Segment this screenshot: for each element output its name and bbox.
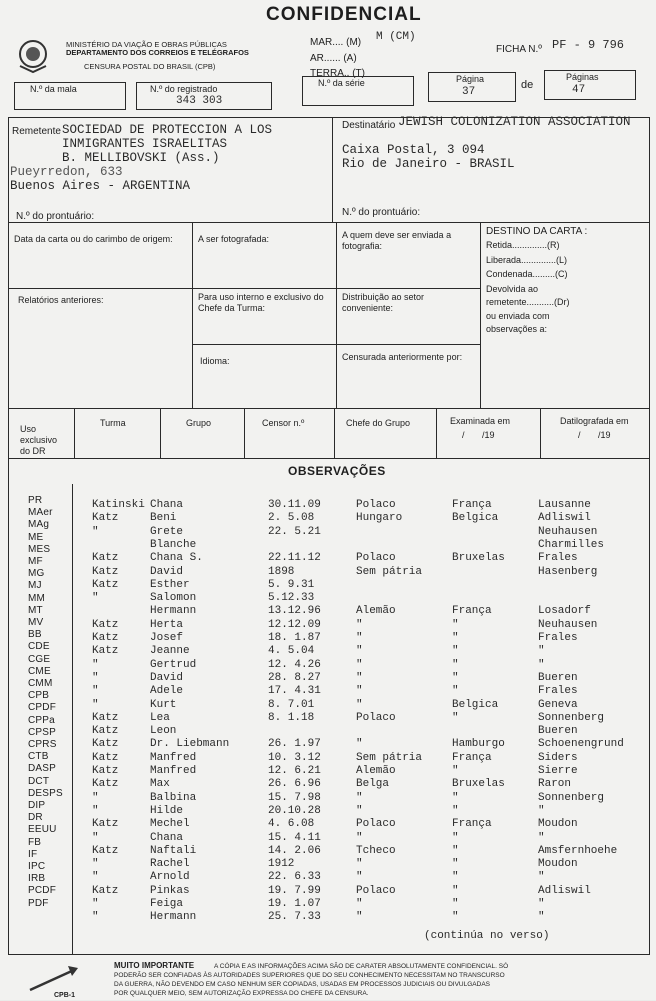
row-given-name: Manfred xyxy=(150,751,197,764)
rule xyxy=(192,222,193,408)
row-surname: Katz xyxy=(92,711,119,724)
rule xyxy=(436,408,437,458)
row-place: França xyxy=(452,605,492,618)
row-surname: " xyxy=(92,911,99,924)
row-birth-date: 19. 1.07 xyxy=(268,898,321,910)
rule xyxy=(8,222,650,223)
row-surname: " xyxy=(92,592,99,605)
agency-code: MM xyxy=(28,592,46,604)
row-given-name: Feiga xyxy=(150,898,184,910)
recipient-line-1: JEWISH COLONIZATION ASSOCIATION xyxy=(398,115,631,129)
row-nationality: Sem pátria xyxy=(356,565,423,578)
turma-label: Turma xyxy=(100,418,126,428)
row-surname: Katz xyxy=(92,725,119,738)
row-surname: " xyxy=(92,871,99,884)
row-city: Bueren xyxy=(538,725,578,738)
row-nationality: Polaco xyxy=(356,818,396,831)
row-given-name: David xyxy=(150,565,184,578)
row-surname: Katz xyxy=(92,738,119,751)
sender-line-2: INMIGRANTES ISRAELITAS xyxy=(62,137,228,151)
coat-of-arms-icon xyxy=(16,38,50,74)
row-given-name: Chana S. xyxy=(150,552,203,565)
idioma-label: Idioma: xyxy=(200,356,230,366)
row-given-name: Herta xyxy=(150,618,184,631)
row-city: " xyxy=(538,645,545,658)
agency-code: BB xyxy=(28,629,42,641)
row-city: Frales xyxy=(538,552,578,565)
row-given-name: Gertrud xyxy=(150,658,197,671)
row-surname: " xyxy=(92,525,99,538)
row-surname: Katz xyxy=(92,552,119,565)
recipient-line-2: Caixa Postal, 3 094 xyxy=(342,143,485,157)
row-given-name: Esther xyxy=(150,578,190,591)
row-birth-date: 8. 7.01 xyxy=(268,698,315,711)
row-given-name: Jeanne xyxy=(150,645,190,658)
mode-ar: AR...... (A) xyxy=(310,53,357,64)
agency-code: PDF xyxy=(28,897,49,909)
row-place: Belgica xyxy=(452,698,499,711)
row-nationality: Polaco xyxy=(356,552,396,565)
row-birth-date: 26. 6.96 xyxy=(268,778,321,791)
agency-code: MES xyxy=(28,543,51,555)
row-birth-date: 10. 3.12 xyxy=(268,751,321,764)
row-place: " xyxy=(452,765,459,777)
paginas-label: Páginas xyxy=(566,72,599,82)
agency-code: MJ xyxy=(28,580,42,592)
footer-text-1: A CÓPIA E AS INFORMAÇÕES ACIMA SÃO DE CARATER ABSOLUTAMENTE CONFIDENCIAL. SÓ xyxy=(214,963,509,970)
agency-code: CPSP xyxy=(28,726,57,738)
row-place: " xyxy=(452,844,459,857)
row-given-name: Naftali xyxy=(150,844,197,857)
registrado-value: 343 303 xyxy=(176,95,223,107)
row-birth-date: 1898 xyxy=(268,565,295,578)
row-given-name: Hilde xyxy=(150,804,184,817)
form-code: CPB-1 xyxy=(54,992,76,999)
agency-code: CPB xyxy=(28,690,50,702)
mala-label: N.º da mala xyxy=(30,84,77,94)
row-nationality: " xyxy=(356,898,363,910)
row-surname: Katinski xyxy=(92,499,145,511)
row-city: Hasenberg xyxy=(538,565,598,578)
row-birth-date: 2. 5.08 xyxy=(268,512,315,525)
row-city: Losadorf xyxy=(538,605,591,618)
agency-code: DCT xyxy=(28,775,50,787)
row-city: Adliswil xyxy=(538,884,591,897)
row-city: Neuhausen xyxy=(538,525,598,538)
de-label: de xyxy=(521,79,534,91)
grupo-label: Grupo xyxy=(186,418,212,428)
row-place: " xyxy=(452,632,459,644)
row-place: " xyxy=(452,871,459,884)
agency-code: CDE xyxy=(28,641,50,653)
row-place: " xyxy=(452,645,459,658)
footer-text-2: PODERÃO SER CONFIADAS ÀS AUTORIDADES SUPERIORES QUE DO SEU CONHECIMENTO NECESSITAM NO TRANSCURSO xyxy=(114,972,505,979)
examinada-label: Examinada em xyxy=(450,416,511,426)
row-given-name: Dr. Liebmann xyxy=(150,738,230,751)
row-given-name: Blanche xyxy=(150,538,197,551)
agency-code: CPRS xyxy=(28,739,57,750)
row-city: Adliswil xyxy=(538,512,591,525)
row-birth-date: 25. 7.33 xyxy=(268,911,321,924)
row-given-name: Hermann xyxy=(150,605,197,618)
row-city: " xyxy=(538,871,545,884)
row-given-name: Leon xyxy=(150,725,177,738)
sender-line-5: Buenos Aires - ARGENTINA xyxy=(10,179,191,193)
recipient-line-3: Rio de Janeiro - BRASIL xyxy=(342,157,515,171)
row-birth-date: 22.11.12 xyxy=(268,552,321,565)
agency-code: IPC xyxy=(28,861,46,872)
row-city: " xyxy=(538,658,545,671)
row-city: Raron xyxy=(538,778,572,791)
agency-code: IRB xyxy=(28,873,46,885)
censor-label: Censor n.º xyxy=(262,418,305,428)
row-city: Bueren xyxy=(538,671,578,684)
arrow-icon xyxy=(24,962,84,996)
row-surname: Katz xyxy=(92,645,119,658)
agency-code: CPPa xyxy=(28,714,55,726)
row-place: " xyxy=(452,685,459,698)
sender-line-3: B. MELLIBOVSKI (Ass.) xyxy=(62,151,220,165)
recipient-label: Destinatário xyxy=(342,120,396,131)
row-nationality: " xyxy=(356,645,363,658)
rule xyxy=(480,222,481,408)
row-birth-date: 18. 1.87 xyxy=(268,632,321,644)
row-nationality: Polaco xyxy=(356,499,396,511)
row-nationality: Tcheco xyxy=(356,844,396,857)
row-birth-date: 5.12.33 xyxy=(268,592,315,605)
registrado-label: N.º do registrado xyxy=(150,84,218,94)
row-surname: Katz xyxy=(92,778,119,791)
row-place: França xyxy=(452,751,492,764)
row-city: " xyxy=(538,831,545,844)
destino-liberada: Liberada..............(L) xyxy=(486,255,568,265)
row-surname: " xyxy=(92,658,99,671)
row-place: " xyxy=(452,898,459,910)
rule xyxy=(192,344,480,345)
recipient-prontuario: N.º do prontuário: xyxy=(342,207,421,218)
row-given-name: Salomon xyxy=(150,592,197,605)
row-nationality: " xyxy=(356,671,363,684)
row-nationality: " xyxy=(356,831,363,844)
row-place: Hamburgo xyxy=(452,738,505,751)
rule xyxy=(8,954,650,955)
row-nationality: " xyxy=(356,791,363,804)
row-city: Geneva xyxy=(538,698,578,711)
row-given-name: Beni xyxy=(150,512,177,525)
agency-code: CME xyxy=(28,665,51,677)
row-nationality: Polaco xyxy=(356,884,396,897)
row-city: Sierre xyxy=(538,765,578,777)
row-birth-date: 20.10.28 xyxy=(268,804,321,817)
distribuicao-label: Distribuição ao setor conveniente: xyxy=(342,292,425,313)
pagina-value: 37 xyxy=(462,86,476,98)
row-city: Moudon xyxy=(538,818,578,831)
row-birth-date: 12. 6.21 xyxy=(268,765,321,777)
row-birth-date: 22. 5.21 xyxy=(268,525,321,538)
row-place: " xyxy=(452,671,459,684)
row-place: " xyxy=(452,831,459,844)
rule xyxy=(74,408,75,458)
agency-code: DIP xyxy=(28,800,46,811)
row-nationality: Alemão xyxy=(356,765,396,777)
destino-devolvida: Devolvida ao xyxy=(486,284,539,294)
row-surname: " xyxy=(92,685,99,698)
agency-code: CGE xyxy=(28,653,51,665)
agency-code: FB xyxy=(28,836,42,848)
observacoes-title: OBSERVAÇÕES xyxy=(288,464,386,478)
row-birth-date: 26. 1.97 xyxy=(268,738,321,751)
row-city: Lausanne xyxy=(538,499,591,511)
row-given-name: Adele xyxy=(150,685,184,698)
serie-label: N.º da série xyxy=(318,78,365,88)
sender-line-4: Pueyrredon, 633 xyxy=(10,165,123,179)
sender-line-1: SOCIEDAD DE PROTECCION A LOS xyxy=(62,123,273,137)
destino-enviada-com: ou enviada com xyxy=(486,311,550,321)
row-surname: Katz xyxy=(92,632,119,644)
row-city: Neuhausen xyxy=(538,618,598,631)
row-surname: " xyxy=(92,791,99,804)
agency-code: CPDF xyxy=(28,702,57,714)
agency-code: IF xyxy=(28,848,38,860)
row-city: Sonnenberg xyxy=(538,711,605,724)
agency-code: EEUU xyxy=(28,824,57,836)
row-birth-date: 12. 4.26 xyxy=(268,658,321,671)
agency-code: MAg xyxy=(28,519,50,531)
row-surname: Katz xyxy=(92,618,119,631)
row-place: " xyxy=(452,711,459,724)
row-surname: Katz xyxy=(92,765,119,777)
mode-mar: MAR.... (M) xyxy=(310,37,362,48)
rule xyxy=(72,484,73,954)
row-city: Frales xyxy=(538,632,578,644)
continua-note: (continúa no verso) xyxy=(424,930,550,942)
row-place: Belgica xyxy=(452,512,499,525)
row-birth-date: 4. 5.04 xyxy=(268,645,315,658)
row-nationality: " xyxy=(356,685,363,698)
destino-observacoes: observações a: xyxy=(486,324,548,334)
form-title: CONFIDENCIAL xyxy=(266,4,422,25)
row-birth-date: 13.12.96 xyxy=(268,605,321,618)
row-given-name: Mechel xyxy=(150,818,190,831)
destino-retida: Retida..............(R) xyxy=(486,240,560,250)
destino-remetente: remetente...........(Dr) xyxy=(486,297,570,307)
sender-label: Remetente xyxy=(12,126,61,137)
destino-title: DESTINO DA CARTA : xyxy=(486,226,588,237)
row-nationality: " xyxy=(356,871,363,884)
row-surname: Katz xyxy=(92,844,119,857)
agency-code: CMM xyxy=(28,678,53,689)
agency-code: ME xyxy=(28,531,44,543)
agency-code: CTB xyxy=(28,751,49,763)
rule xyxy=(336,222,337,408)
footer-text-3: DA GUERRA, NÃO DEVENDO EM CASO NENHUM SER COPIADAS, USADAS EM PROCESSOS JUDICIAIS OU DIVULGADAS xyxy=(114,981,490,988)
row-nationality: Alemão xyxy=(356,605,396,618)
agency-code: DR xyxy=(28,812,43,824)
row-place: " xyxy=(452,791,459,804)
mode-terra: TERRA.. (T) xyxy=(310,68,365,79)
row-city: " xyxy=(538,898,545,910)
row-surname: Katz xyxy=(92,751,119,764)
row-city: Schoenengrund xyxy=(538,738,624,751)
censurada-label: Censurada anteriormente por: xyxy=(342,352,463,362)
row-nationality: Belga xyxy=(356,778,390,791)
row-surname: " xyxy=(92,804,99,817)
row-birth-date: 17. 4.31 xyxy=(268,685,321,698)
row-birth-date: 30.11.09 xyxy=(268,499,321,511)
ficha-label: FICHA N.º xyxy=(496,44,542,55)
row-city: Moudon xyxy=(538,858,578,871)
uso-exclusivo-label: Uso exclusivo do DR xyxy=(20,424,58,456)
row-birth-date: 19. 7.99 xyxy=(268,884,321,897)
row-nationality: " xyxy=(356,911,363,924)
pagina-label: Página xyxy=(456,74,485,84)
row-given-name: Max xyxy=(150,778,170,791)
row-birth-date: 12.12.09 xyxy=(268,618,321,631)
agency-code: PCDF xyxy=(28,885,57,897)
row-place: França xyxy=(452,818,492,831)
agency-code: MAer xyxy=(28,507,53,519)
row-place: " xyxy=(452,858,459,871)
row-place: " xyxy=(452,618,459,631)
datilografada-date: / /19 xyxy=(578,430,611,440)
row-city: Charmilles xyxy=(538,538,605,551)
row-given-name: Manfred xyxy=(150,765,197,777)
row-birth-date: 14. 2.06 xyxy=(268,844,321,857)
row-birth-date: 15. 4.11 xyxy=(268,831,321,844)
destino-condenada: Condenada.........(C) xyxy=(486,269,568,279)
row-surname: " xyxy=(92,858,99,871)
row-surname: " xyxy=(92,898,99,910)
agency-code: MG xyxy=(28,568,45,580)
sender-prontuario: N.º do prontuário: xyxy=(16,211,95,222)
rule xyxy=(8,288,480,289)
row-nationality: " xyxy=(356,698,363,711)
row-city: " xyxy=(538,804,545,817)
row-city: " xyxy=(538,911,545,924)
rule xyxy=(8,458,650,459)
row-nationality: " xyxy=(356,738,363,751)
row-nationality: " xyxy=(356,658,363,671)
row-city: Amsfernhoehe xyxy=(538,844,618,857)
row-place: " xyxy=(452,658,459,671)
row-birth-date: 1912 xyxy=(268,858,295,871)
row-birth-date: 28. 8.27 xyxy=(268,671,321,684)
row-given-name: Josef xyxy=(150,632,184,644)
row-nationality: Polaco xyxy=(356,711,396,724)
rule xyxy=(8,117,9,954)
uso-interno-label: Para uso interno e exclusivo do Chefe da Turma: xyxy=(198,292,324,313)
paginas-value: 47 xyxy=(572,84,586,96)
row-birth-date: 4. 6.08 xyxy=(268,818,315,831)
row-surname: Katz xyxy=(92,512,119,525)
row-nationality: " xyxy=(356,618,363,631)
row-place: " xyxy=(452,911,459,924)
row-city: Sonnenberg xyxy=(538,791,605,804)
rule xyxy=(332,117,333,222)
row-given-name: Lea xyxy=(150,711,170,724)
row-surname: Katz xyxy=(92,578,119,591)
ministry-name: MINISTÉRIO DA VIAÇÃO E OBRAS PÚBLICAS xyxy=(66,40,227,49)
row-given-name: Arnold xyxy=(150,871,190,884)
row-given-name: Hermann xyxy=(150,911,197,924)
fotografada-label: A ser fotografada: xyxy=(198,234,270,244)
row-place: Bruxelas xyxy=(452,552,505,565)
chefe-label: Chefe do Grupo xyxy=(346,418,411,428)
agency-code: DESPS xyxy=(28,787,63,799)
rule xyxy=(334,408,335,458)
censorship-name: CENSURA POSTAL DO BRASIL (CPB) xyxy=(84,62,216,71)
rule xyxy=(649,117,650,954)
row-given-name: Chana xyxy=(150,499,184,511)
row-birth-date: 15. 7.98 xyxy=(268,791,321,804)
row-nationality: " xyxy=(356,858,363,871)
row-city: Siders xyxy=(538,751,578,764)
row-given-name: Kurt xyxy=(150,698,177,711)
mode-typed: M (CM) xyxy=(376,31,416,43)
agency-code: DASP xyxy=(28,763,57,775)
row-surname: " xyxy=(92,671,99,684)
rule xyxy=(244,408,245,458)
row-birth-date: 5. 9.31 xyxy=(268,578,315,591)
row-surname: Katz xyxy=(92,884,119,897)
row-surname: " xyxy=(92,698,99,711)
datilografada-label: Datilografada em xyxy=(560,416,629,426)
row-given-name: Rachel xyxy=(150,858,190,871)
row-city: Frales xyxy=(538,685,578,698)
footer-text-4: POR QUALQUER MEIO, SEM AUTORIZAÇÃO EXPRESSA DO CHEFE DA CENSURA. xyxy=(114,990,369,997)
row-given-name: Grete xyxy=(150,525,184,538)
row-surname: Katz xyxy=(92,818,119,831)
rule xyxy=(540,408,541,458)
row-place: " xyxy=(452,884,459,897)
row-nationality: Hungaro xyxy=(356,512,403,525)
row-surname: " xyxy=(92,831,99,844)
department-name: DEPARTAMENTO DOS CORREIOS E TELÉGRAFOS xyxy=(66,48,249,57)
row-birth-date: 8. 1.18 xyxy=(268,711,315,724)
row-given-name: Pinkas xyxy=(150,884,190,897)
rule xyxy=(160,408,161,458)
relatorios-label: Relatórios anteriores: xyxy=(18,295,104,305)
data-carta-label: Data da carta ou do carimbo de origem: xyxy=(14,234,173,244)
examinada-date: / /19 xyxy=(462,430,495,440)
rule xyxy=(8,408,650,409)
agency-code: MV xyxy=(28,617,44,628)
agency-code: MT xyxy=(28,604,43,616)
agency-code: PR xyxy=(28,495,43,506)
row-birth-date: 22. 6.33 xyxy=(268,871,321,884)
row-given-name: Chana xyxy=(150,831,184,844)
row-place: " xyxy=(452,804,459,817)
row-nationality: Sem pátria xyxy=(356,751,423,764)
row-place: França xyxy=(452,499,492,511)
row-place: Bruxelas xyxy=(452,778,505,791)
footer-important: MUITO IMPORTANTE xyxy=(114,961,195,970)
row-given-name: David xyxy=(150,671,184,684)
ficha-number: PF - 9 796 xyxy=(552,38,625,52)
quem-enviada-label: A quem deve ser enviada a fotografia: xyxy=(342,230,452,251)
row-nationality: " xyxy=(356,804,363,817)
agency-code: MF xyxy=(28,556,43,567)
row-surname: Katz xyxy=(92,565,119,578)
row-nationality: " xyxy=(356,632,363,644)
row-given-name: Balbina xyxy=(150,791,197,804)
